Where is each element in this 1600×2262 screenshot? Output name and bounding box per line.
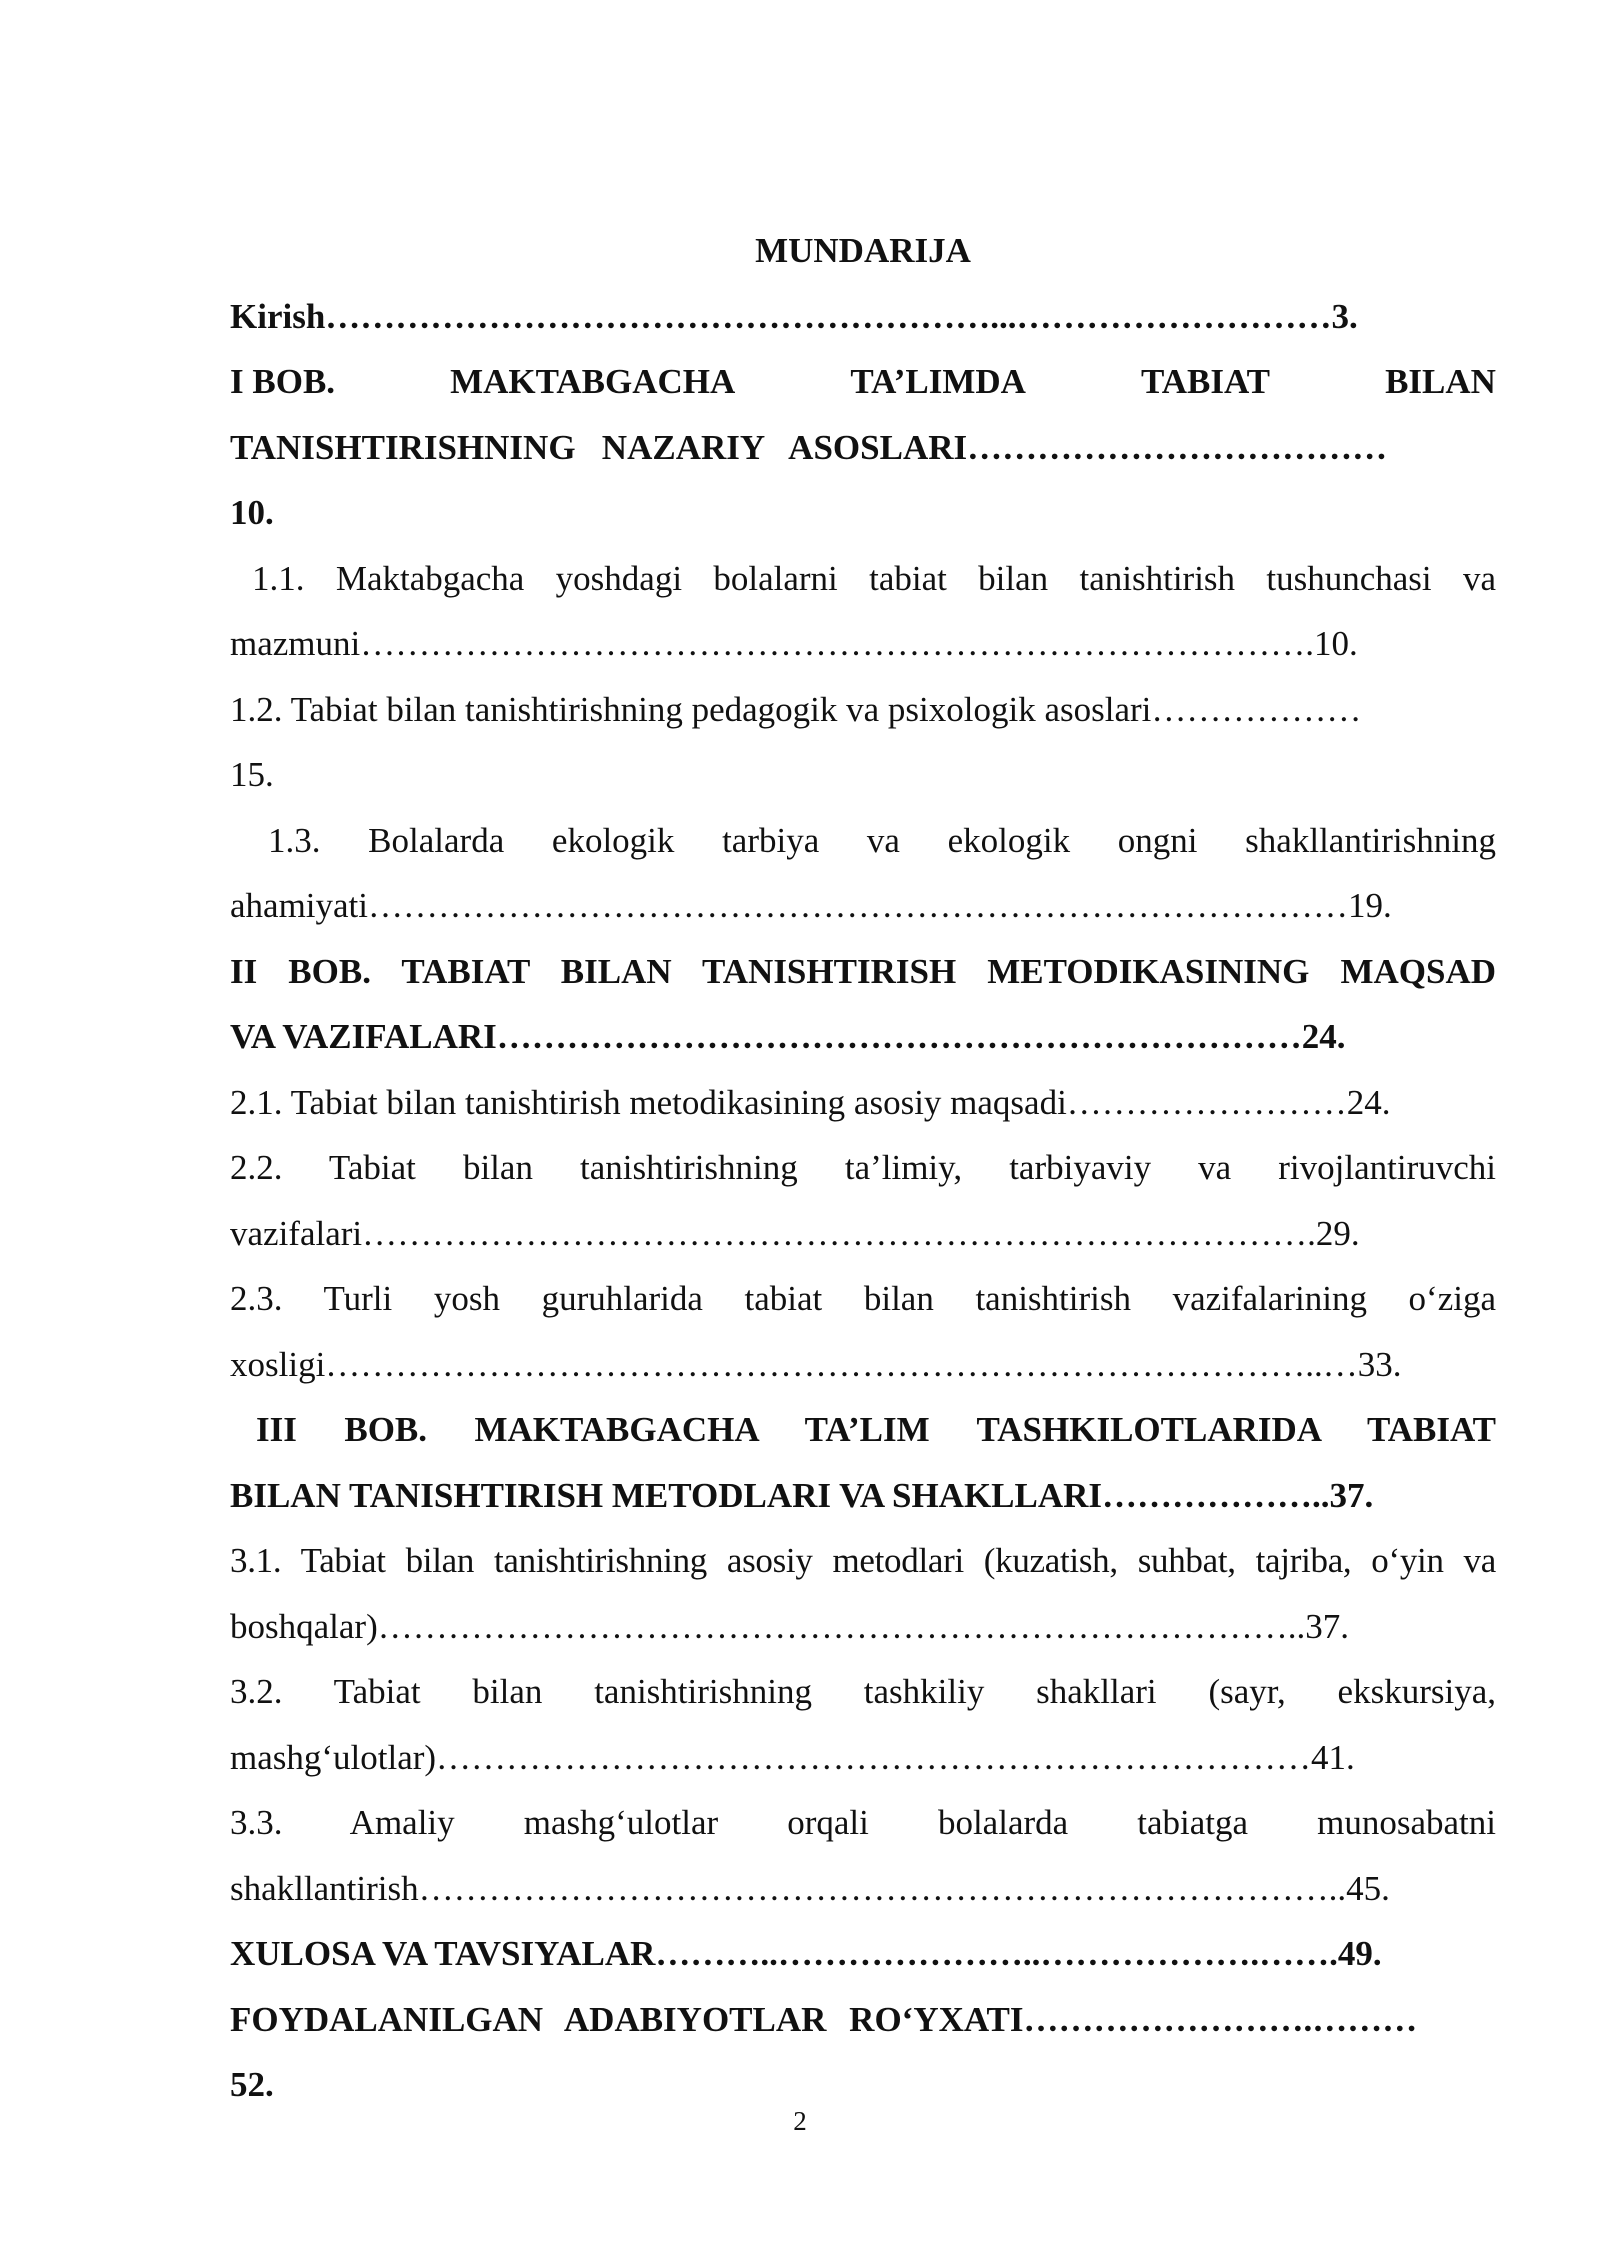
toc-chapter-1-word: MAKTABGACHA — [450, 362, 736, 401]
toc-section-3-1-cont: boshqalar)……………………………………………………………………..37. — [230, 1606, 1349, 1646]
toc-entry-conclusion: XULOSA VA TAVSIYALAR………..…………………..……………….…….49. — [230, 1934, 1382, 1973]
toc-chapter-2-heading: II BOB. TABIAT BILAN TANISHTIRISH METODIKASINING MAQSAD — [230, 951, 1496, 991]
toc-section-1-2-page: 15. — [230, 755, 274, 794]
toc-chapter-1-word: TABIAT — [1141, 362, 1271, 401]
toc-section-3-2-cont: mashg‘ulotlar)…………………………………………………………………41. — [230, 1737, 1355, 1777]
toc-chapter-3-heading-cont: BILAN TANISHTIRISH METODLARI VA SHAKLLARI………………..37. — [230, 1475, 1374, 1515]
toc-section-1-1-cont: mazmuni……………………………………………………………………….10. — [230, 624, 1358, 663]
toc-chapter-2-heading-cont: VA VAZIFALARI……………………………………………………………24. — [230, 1017, 1346, 1056]
toc-entry-introduction: Kirish…………………………………………………...………………………3. — [230, 296, 1358, 336]
toc-chapter-3-heading: III BOB. MAKTABGACHA TA’LIM TASHKILOTLARIDA TABIAT — [256, 1410, 1496, 1449]
toc-section-3-3-cont: shakllantirish……………………………………………………………………..45. — [230, 1868, 1390, 1908]
toc-section-1-2: 1.2. Tabiat bilan tanishtirishning pedagogik va psixologik asoslari……………… — [230, 689, 1362, 729]
toc-entry-references-page: 52. — [230, 2065, 274, 2104]
toc-section-3-2: 3.2. Tabiat bilan tanishtirishning tashkiliy shakllari (sayr, ekskursiya, — [230, 1672, 1496, 1711]
table-of-contents — [230, 218, 1496, 2118]
page-number: 2 — [793, 2106, 807, 2136]
toc-chapter-1-word: I BOB. — [230, 362, 336, 401]
toc-chapter-1-word: TA’LIMDA — [850, 362, 1026, 401]
toc-section-3-1: 3.1. Tabiat bilan tanishtirishning asosiy metodlari (kuzatish, suhbat, tajriba, o‘yin va — [230, 1541, 1496, 1580]
toc-section-3-3: 3.3. Amaliy mashg‘ulotlar orqali bolalarda tabiatga munosabatni — [230, 1803, 1496, 1842]
toc-section-1-3-cont: ahamiyati…………………………………………………………………………19. — [230, 886, 1392, 925]
toc-section-2-3-cont: xosligi…………………………………………………………………………..…33. — [230, 1344, 1402, 1384]
toc-chapter-1-heading-cont: TANISHTIRISHNING NAZARIY ASOSLARI……………………………… — [230, 427, 1388, 467]
toc-section-2-3: 2.3. Turli yosh guruhlarida tabiat bilan tanishtirish vazifalarining o‘ziga — [230, 1279, 1496, 1318]
toc-section-1-1: 1.1. Maktabgacha yoshdagi bolalarni tabiat bilan tanishtirish tushunchasi va — [252, 558, 1496, 598]
toc-section-2-1: 2.1. Tabiat bilan tanishtirish metodikasining asosiy maqsadi……………………24. — [230, 1082, 1391, 1122]
toc-chapter-1-word: BILAN — [1385, 362, 1496, 401]
page-title: MUNDARIJA — [755, 231, 971, 270]
toc-section-1-3: 1.3. Bolalarda ekologik tarbiya va ekologik ongni shakllantirishning — [268, 820, 1496, 860]
toc-chapter-1-heading — [230, 349, 1496, 415]
toc-section-2-2: 2.2. Tabiat bilan tanishtirishning ta’limiy, tarbiyaviy va rivojlantiruvchi — [230, 1148, 1496, 1187]
toc-section-2-2-cont: vazifalari……………………………………………………………………….29. — [230, 1213, 1360, 1253]
toc-chapter-1-page: 10. — [230, 493, 274, 532]
toc-entry-references: FOYDALANILGAN ADABIYOTLAR RO‘YXATI…………………….……… — [230, 1999, 1418, 2039]
